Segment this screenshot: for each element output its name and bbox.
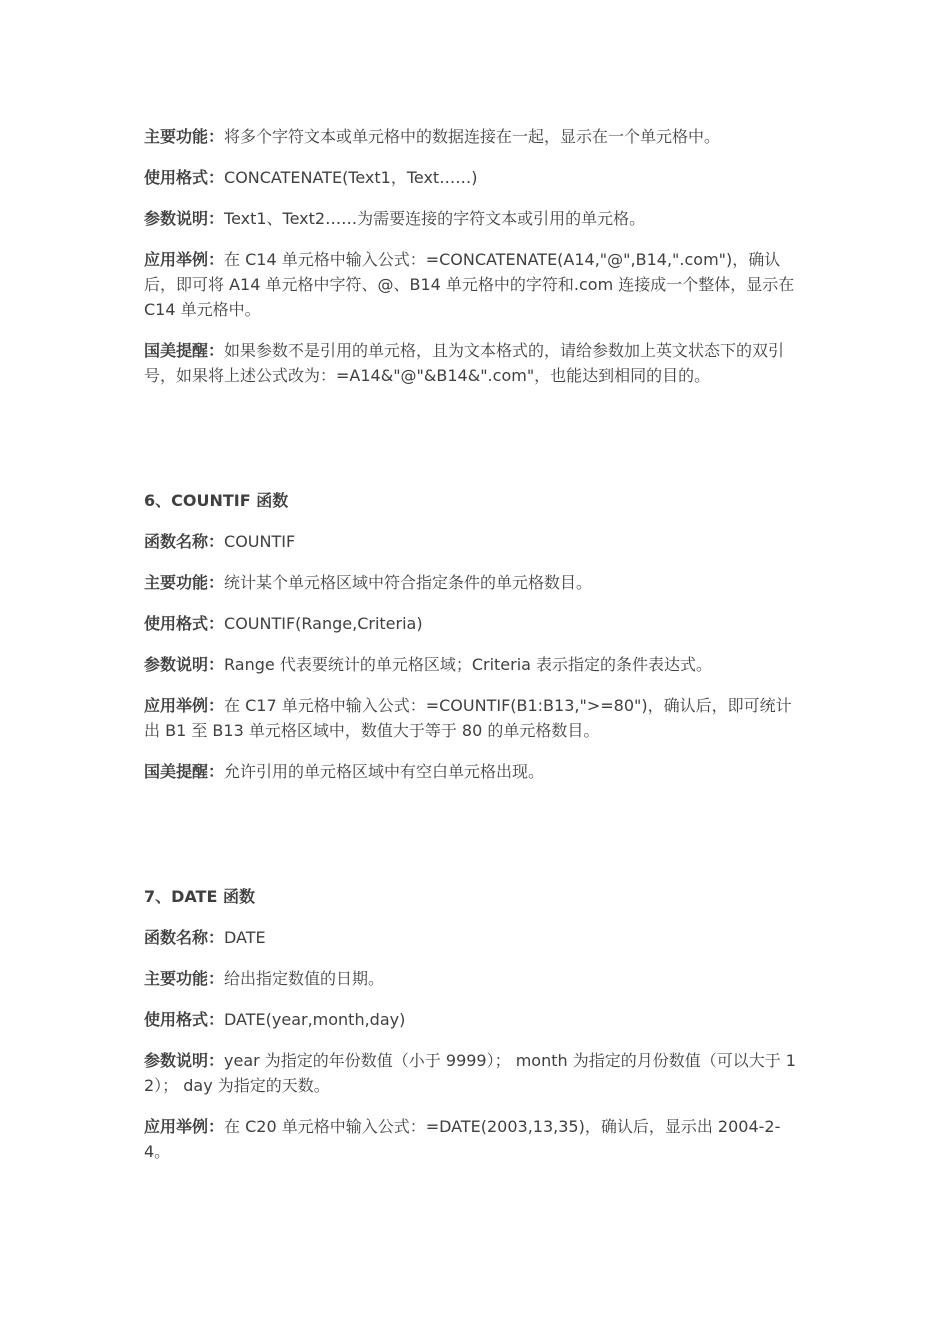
name-text: COUNTIF: [224, 532, 296, 551]
countif-params-para: [144, 652, 806, 677]
name-label: 函数名称：: [144, 532, 225, 551]
format-label: 使用格式：: [144, 1010, 225, 1029]
example-label: 应用举例：: [144, 696, 225, 715]
document-page: [144, 124, 806, 1180]
tip-label: 国美提醒：: [144, 762, 225, 781]
name-label: 函数名称：: [144, 928, 225, 947]
date-heading: 7、DATE 函数: [144, 887, 255, 906]
countif-function-para: [144, 570, 806, 595]
section-spacer: [144, 800, 806, 884]
example-label: 应用举例：: [144, 250, 225, 269]
function-label: 主要功能：: [144, 969, 225, 988]
params-label: 参数说明：: [144, 1051, 225, 1070]
date-format-para: [144, 1007, 806, 1032]
countif-heading: 6、COUNTIF 函数: [144, 491, 289, 510]
date-example-para: [144, 1114, 806, 1164]
countif-format-para: [144, 611, 806, 636]
function-text: 将多个字符文本或单元格中的数据连接在一起，显示在一个单元格中。: [224, 127, 721, 146]
concatenate-tip-para: [144, 338, 806, 388]
params-text: Range 代表要统计的单元格区域；Criteria 表示指定的条件表达式。: [224, 655, 713, 674]
example-label: 应用举例：: [144, 1117, 225, 1136]
params-text: Text1、Text2……为需要连接的字符文本或引用的单元格。: [224, 209, 646, 228]
function-label: 主要功能：: [144, 573, 225, 592]
format-text: CONCATENATE(Text1，Text……): [224, 168, 478, 187]
concatenate-format-para: [144, 165, 806, 190]
countif-name-para: [144, 529, 806, 554]
params-label: 参数说明：: [144, 655, 225, 674]
example-text: 在 C14 单元格中输入公式：=CONCATENATE(A14,"@",B14,".com")，确认后，即可将 A14 单元格中字符、@、B14 单元格中的字符和.com 连接成一个整体，显示在 C14 单元格中。: [144, 250, 795, 319]
params-label: 参数说明：: [144, 209, 225, 228]
function-text: 统计某个单元格区域中符合指定条件的单元格数目。: [224, 573, 593, 592]
tip-label: 国美提醒：: [144, 341, 225, 360]
date-name-para: [144, 925, 806, 950]
date-function-para: [144, 966, 806, 991]
example-text: 在 C17 单元格中输入公式：=COUNTIF(B1:B13,">=80")，确认后，即可统计出 B1 至 B13 单元格区域中，数值大于等于 80 的单元格数目。: [144, 696, 792, 740]
date-params-para: [144, 1048, 806, 1098]
format-text: DATE(year,month,day): [224, 1010, 406, 1029]
concatenate-function-para: [144, 124, 806, 149]
function-label: 主要功能：: [144, 127, 225, 146]
format-text: COUNTIF(Range,Criteria): [224, 614, 423, 633]
countif-tip-para: [144, 759, 806, 784]
section-spacer: [144, 404, 806, 488]
tip-text: 如果参数不是引用的单元格，且为文本格式的，请给参数加上英文状态下的双引号，如果将上述公式改为：=A14&"@"&B14&".com"，也能达到相同的目的。: [144, 341, 785, 385]
function-text: 给出指定数值的日期。: [224, 969, 385, 988]
format-label: 使用格式：: [144, 614, 225, 633]
tip-text: 允许引用的单元格区域中有空白单元格出现。: [224, 762, 545, 781]
countif-example-para: [144, 693, 806, 743]
concatenate-example-para: [144, 247, 806, 322]
concatenate-params-para: [144, 206, 806, 231]
params-text: year 为指定的年份数值（小于 9999）； month 为指定的月份数值（可以大于 12）； day 为指定的天数。: [144, 1051, 796, 1095]
format-label: 使用格式：: [144, 168, 225, 187]
example-text: 在 C20 单元格中输入公式：=DATE(2003,13,35)，确认后，显示出 2004-2-4。: [144, 1117, 781, 1161]
name-text: DATE: [224, 928, 266, 947]
